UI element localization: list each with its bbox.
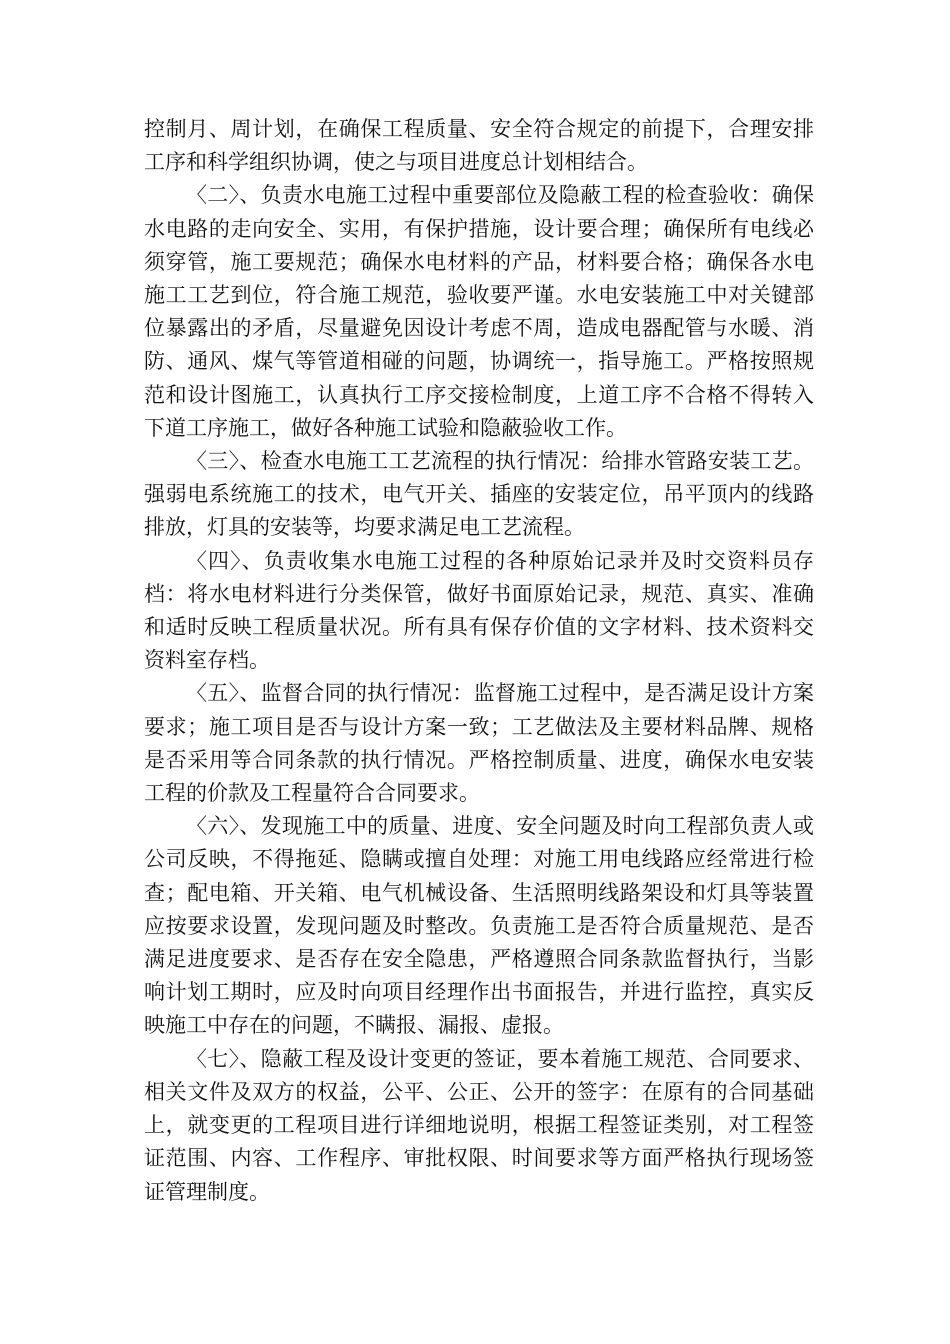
paragraph-item-6: 〈六〉、发现施工中的质量、进度、安全问题及时向工程部负责人或公司反映，不得拖延、隐瞒或擅自处理：对施工用电线路应经常进行检查；配电箱、开关箱、电气机械设备、生活照明线路架设和灯具等装置应按要求设置，发现问题及时整改。负责施工是否符合质量规范、是否满足进度要求、是否存在安全隐患，严格遵照合同条款监督执行，当影响计划工期时，应及时向项目经理作出书面报告，并进行监控，真实反映施工中存在的问题，不瞒报、漏报、虚报。 [144,814,814,1038]
paragraph-item-5: 〈五〉、监督合同的执行情况：监督施工过程中，是否满足设计方案要求；施工项目是否与设计方案一致；工艺做法及主要材料品牌、规格是否采用等合同条款的执行情况。严格控制质量、进度，确保水电安装工程的价款及工程量符合合同要求。 [144,681,814,806]
paragraph-item-3: 〈三〉、检查水电施工工艺流程的执行情况：给排水管路安装工艺。强弱电系统施工的技术，电气开关、插座的安装定位，吊平顶内的线路排放，灯具的安装等，均要求满足电工艺流程。 [144,449,814,540]
paragraph-item-4: 〈四〉、负责收集水电施工过程的各种原始记录并及时交资料员存档：将水电材料进行分类保管，做好书面原始记录，规范、真实、准确和适时反映工程质量状况。所有具有保存价值的文字材料、技术资料交资料室存档。 [144,548,814,673]
document-body [144,113,814,1209]
paragraph-item-2: 〈二〉、负责水电施工过程中重要部位及隐蔽工程的检查验收：确保水电路的走向安全、实用，有保护措施，设计要合理；确保所有电线必须穿管，施工要规范；确保水电材料的产品，材料要合格；确保各水电施工工艺到位，符合施工规范，验收要严谨。水电安装施工中对关键部位暴露出的矛盾，尽量避免因设计考虑不周，造成电器配管与水暖、消防、通风、煤气等管道相碰的问题，协调统一，指导施工。严格按照规范和设计图施工，认真执行工序交接检制度，上道工序不合格不得转入下道工序施工，做好各种施工试验和隐蔽验收工作。 [144,183,814,440]
paragraph-item-7: 〈七〉、隐蔽工程及设计变更的签证，要本着施工规范、合同要求、相关文件及双方的权益，公平、公正、公开的签字：在原有的合同基础上，就变更的工程项目进行详细地说明，根据工程签证类别，对工程签证范围、内容、工作程序、审批权限、时间要求等方面严格执行现场签证管理制度。 [144,1046,814,1204]
paragraph-continuation: 控制月、周计划，在确保工程质量、安全符合规定的前提下，合理安排工序和科学组织协调，使之与项目进度总计划相结合。 [144,117,814,175]
